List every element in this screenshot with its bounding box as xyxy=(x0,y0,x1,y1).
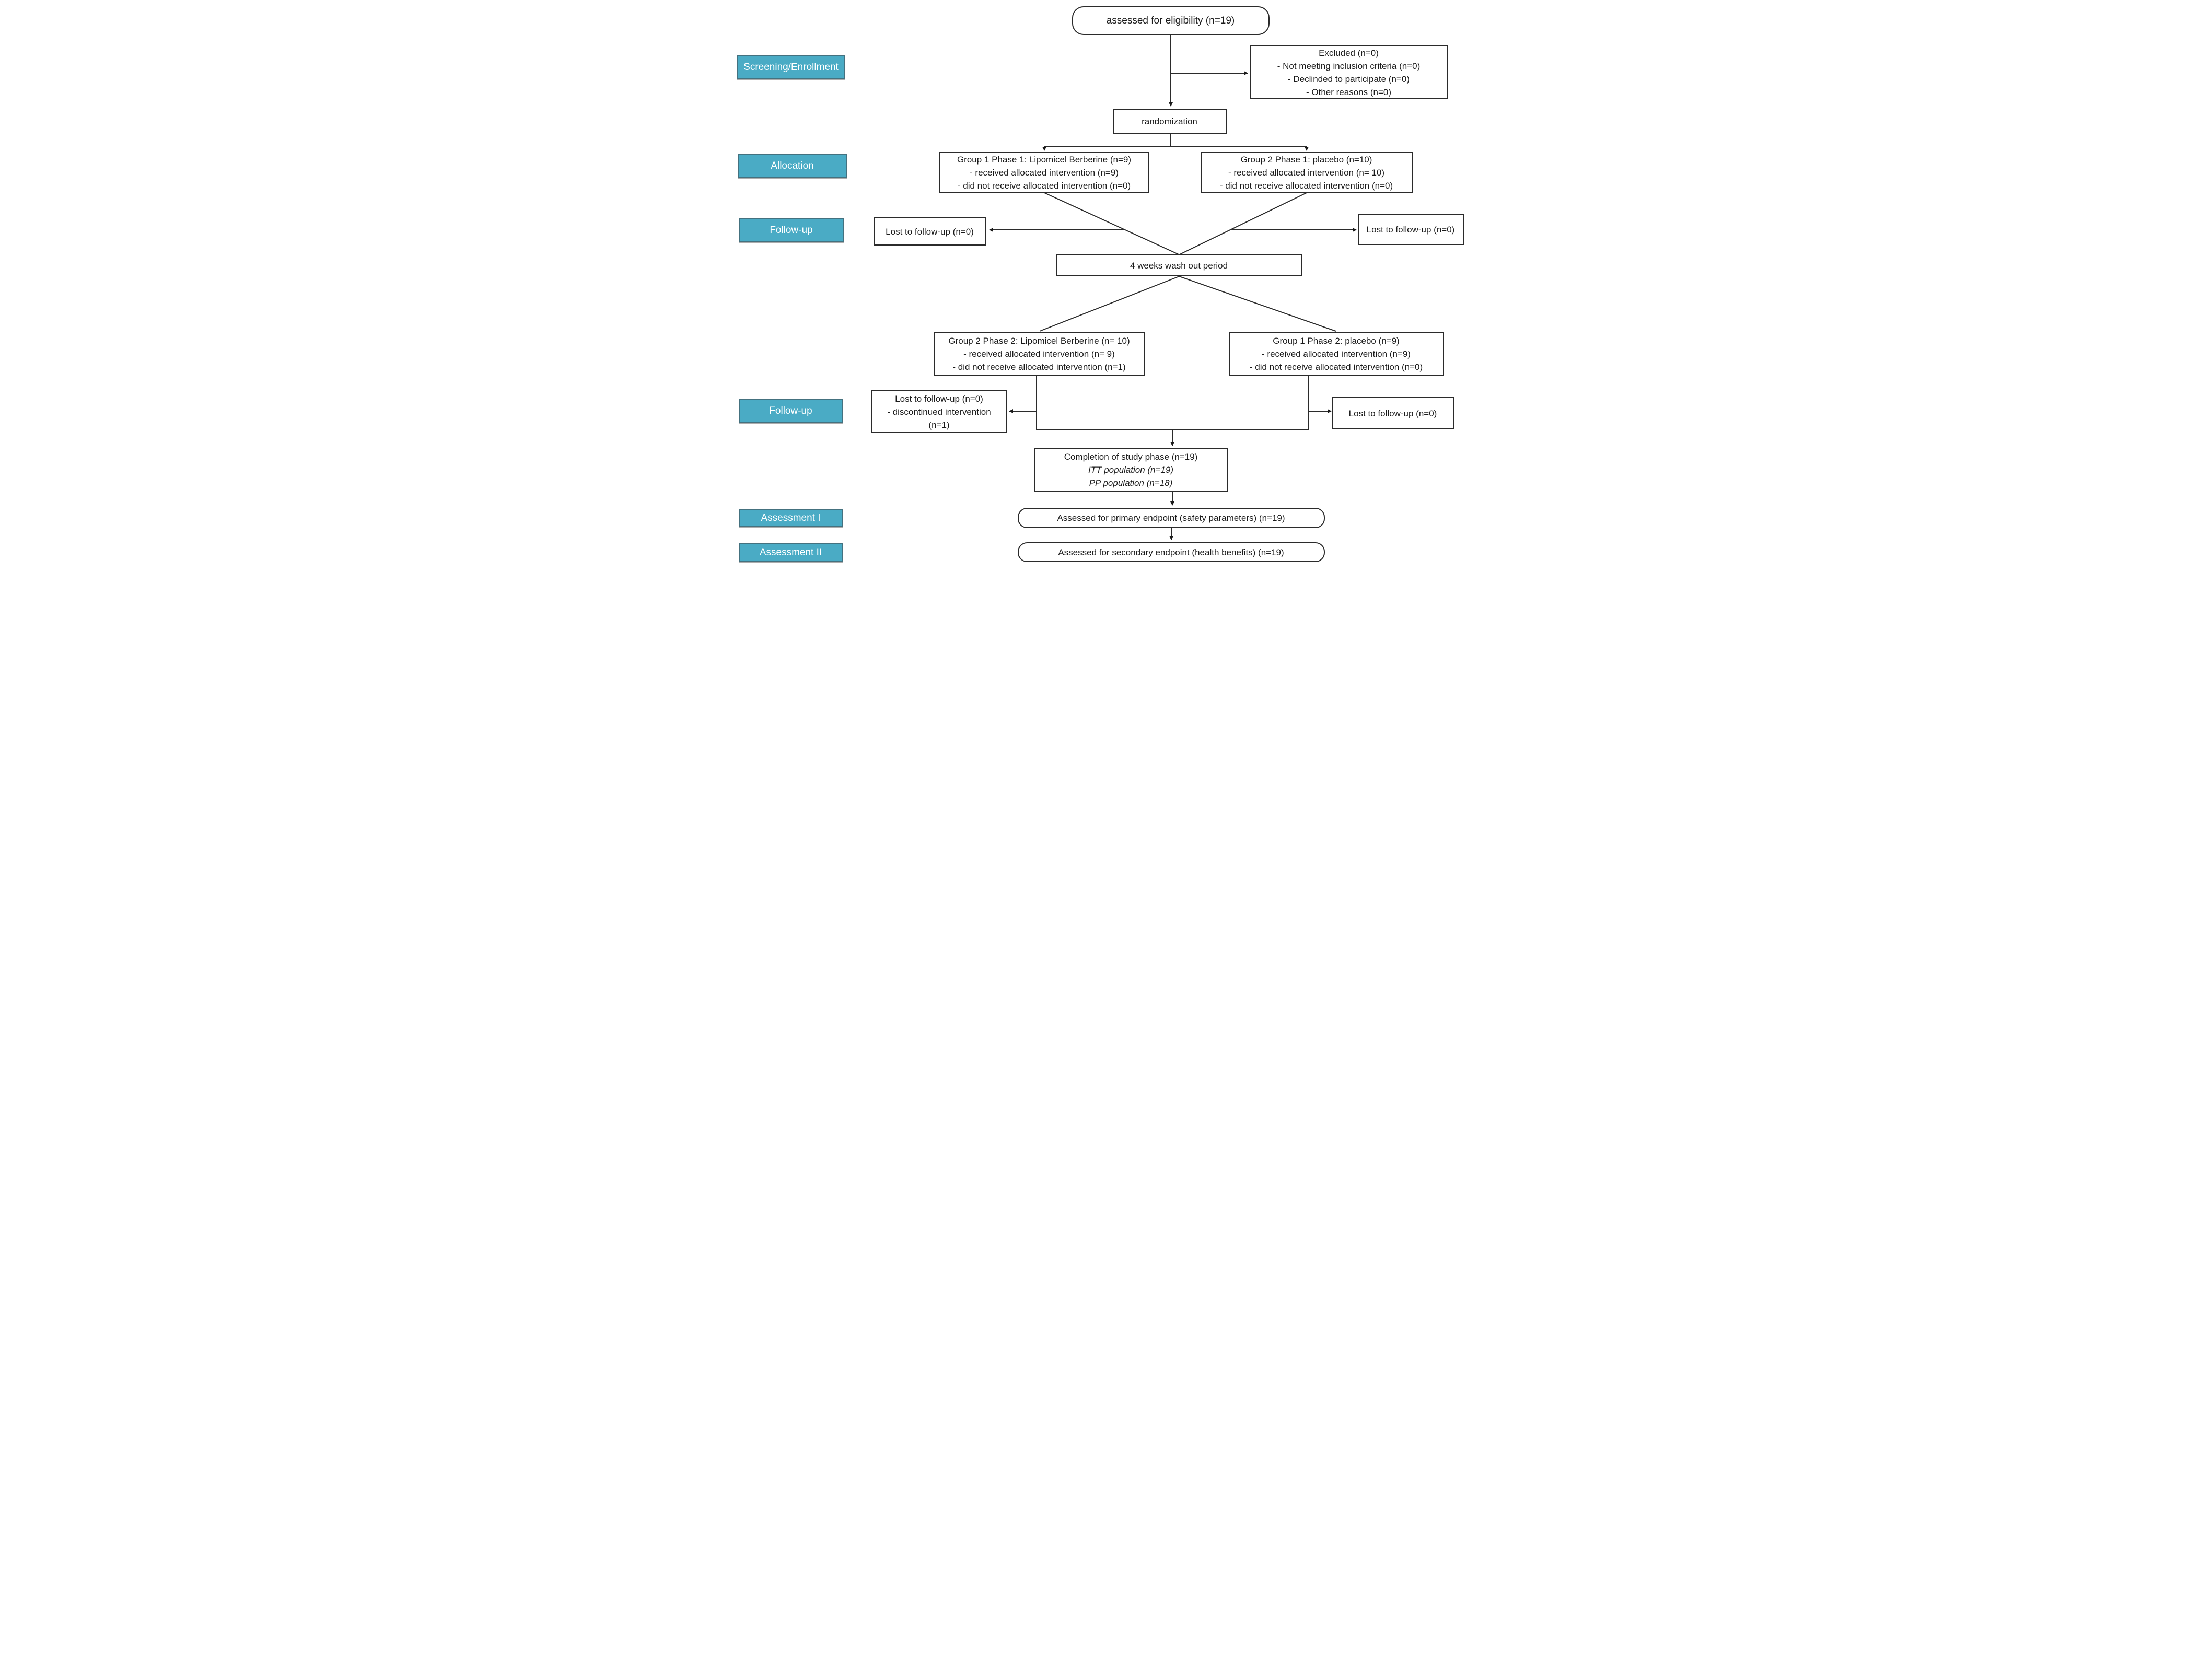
completion-title: Completion of study phase (n=19) xyxy=(1064,452,1198,462)
lost-followup-item: (n=1) xyxy=(928,419,950,430)
excluded-item: - Declinded to participate (n=0) xyxy=(1288,74,1410,84)
consort-flow-diagram xyxy=(734,0,1467,564)
eligibility-box xyxy=(1072,6,1270,35)
lost-followup-1-right-box xyxy=(1358,214,1464,245)
excluded-item: - Other reasons (n=0) xyxy=(1306,87,1391,97)
group1-phase2-box xyxy=(1229,332,1444,376)
washout-box xyxy=(1056,254,1302,276)
group-item: - received allocated intervention (n=9) xyxy=(1262,348,1411,359)
excluded-item: - Not meeting inclusion criteria (n=0) xyxy=(1277,61,1421,71)
completion-box xyxy=(1034,448,1228,492)
lost-followup-item: - discontinued intervention xyxy=(887,406,991,417)
lost-followup-title: Lost to follow-up (n=0) xyxy=(895,393,983,404)
group2-phase2-box xyxy=(934,332,1145,376)
eligibility-text: assessed for eligibility (n=19) xyxy=(1106,15,1235,26)
group-item: - received allocated intervention (n= 9) xyxy=(963,348,1115,359)
group-item: - did not receive allocated intervention (n=1) xyxy=(952,361,1126,372)
group-item: - did not receive allocated intervention (n=0) xyxy=(1219,180,1393,191)
group1-phase1-box xyxy=(939,152,1149,193)
group-item: - received allocated intervention (n= 10) xyxy=(1228,167,1385,178)
stage-label-allocation xyxy=(738,154,847,178)
stage-label-followup-2 xyxy=(739,399,843,423)
group-item: - did not receive allocated intervention (n=0) xyxy=(1249,361,1423,372)
washout-text: 4 weeks wash out period xyxy=(1130,260,1228,271)
group-item: - did not receive allocated intervention (n=0) xyxy=(957,180,1131,191)
group-title: Group 1 Phase 1: Lipomicel Berberine (n=9) xyxy=(957,154,1132,165)
stage-label-followup-1 xyxy=(739,218,844,242)
lost-followup-1-left-box xyxy=(874,217,986,246)
lost-followup-text: Lost to follow-up (n=0) xyxy=(1348,408,1437,418)
excluded-box xyxy=(1250,45,1448,99)
randomization-text: randomization xyxy=(1142,116,1197,126)
group-title: Group 1 Phase 2: placebo (n=9) xyxy=(1273,335,1400,346)
stage-label-text: Allocation xyxy=(771,160,814,171)
stage-label-text: Assessment I xyxy=(761,512,821,523)
secondary-endpoint-text: Assessed for secondary endpoint (health benefits) (n=19) xyxy=(1058,547,1284,557)
stage-label-text: Follow-up xyxy=(770,224,813,236)
stage-label-text: Assessment II xyxy=(759,546,822,558)
group-item: - received allocated intervention (n=9) xyxy=(970,167,1119,178)
lost-followup-text: Lost to follow-up (n=0) xyxy=(1366,225,1455,235)
group2-phase1-box xyxy=(1201,152,1413,193)
secondary-endpoint-box xyxy=(1018,542,1325,562)
completion-pp-population: PP population (n=18) xyxy=(1089,478,1173,488)
randomization-box xyxy=(1113,109,1227,134)
stage-label-assessment-1 xyxy=(739,509,843,527)
stage-label-text: Screening/Enrollment xyxy=(743,62,839,73)
completion-itt-population: ITT population (n=19) xyxy=(1088,465,1173,475)
lost-followup-2-left-box xyxy=(871,390,1007,433)
stage-label-assessment-2 xyxy=(739,543,843,562)
excluded-title: Excluded (n=0) xyxy=(1319,48,1379,58)
primary-endpoint-box xyxy=(1018,508,1325,528)
group-title: Group 2 Phase 1: placebo (n=10) xyxy=(1240,154,1372,165)
lost-followup-text: Lost to follow-up (n=0) xyxy=(886,226,974,237)
group-title: Group 2 Phase 2: Lipomicel Berberine (n= 10) xyxy=(948,335,1130,346)
primary-endpoint-text: Assessed for primary endpoint (safety parameters) (n=19) xyxy=(1057,513,1285,523)
stage-label-screening-enrollment xyxy=(737,55,845,79)
lost-followup-2-right-box xyxy=(1332,397,1454,429)
stage-label-text: Follow-up xyxy=(769,405,812,416)
